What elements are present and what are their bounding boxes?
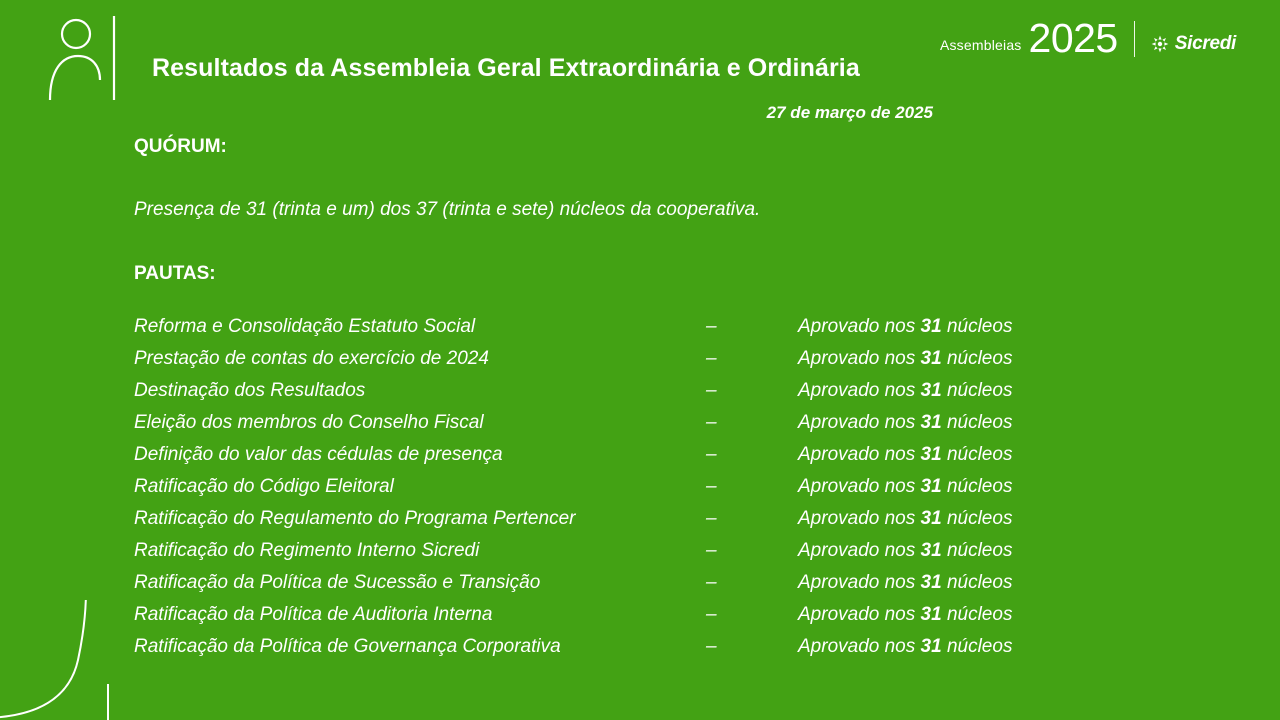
result-suffix: núcleos — [941, 603, 1013, 625]
result-prefix: Aprovado nos — [798, 507, 921, 529]
table-row — [134, 567, 1094, 599]
result-prefix: Aprovado nos — [798, 379, 921, 401]
page-date: 27 de março de 2025 — [766, 103, 933, 122]
pauta-result — [798, 631, 1094, 663]
result-count: 31 — [920, 411, 942, 433]
pauta-dash: – — [706, 347, 717, 369]
pauta-item: Prestação de contas do exercício de 2024 — [134, 347, 489, 369]
result-count: 31 — [920, 379, 942, 401]
result-count: 31 — [920, 507, 942, 529]
result-count: 31 — [920, 539, 942, 561]
pauta-dash: – — [706, 635, 717, 657]
pautas-table — [134, 311, 1094, 663]
table-row — [134, 439, 1094, 471]
result-count: 31 — [920, 315, 942, 337]
pauta-dash: – — [706, 603, 717, 625]
table-row — [134, 375, 1094, 407]
quorum-label: QUÓRUM: — [134, 136, 227, 157]
pauta-result — [798, 535, 1094, 567]
pauta-item: Ratificação do Código Eleitoral — [134, 475, 394, 497]
table-row — [134, 503, 1094, 535]
pauta-dash: – — [706, 411, 717, 433]
pauta-dash: – — [706, 379, 717, 401]
pauta-item: Ratificação da Política de Sucessão e Transição — [134, 571, 541, 593]
pauta-item: Ratificação da Política de Governança Corporativa — [134, 635, 561, 657]
table-row — [134, 343, 1094, 375]
pauta-item: Ratificação da Política de Auditoria Interna — [134, 603, 493, 625]
result-count: 31 — [920, 571, 942, 593]
result-suffix: núcleos — [941, 635, 1013, 657]
sicredi-mark-icon — [1151, 35, 1169, 53]
result-prefix: Aprovado nos — [798, 411, 921, 433]
pauta-item: Eleição dos membros do Conselho Fiscal — [134, 411, 484, 433]
result-suffix: núcleos — [941, 475, 1013, 497]
result-suffix: núcleos — [941, 315, 1013, 337]
pauta-item: Destinação dos Resultados — [134, 379, 366, 401]
table-row — [134, 407, 1094, 439]
result-prefix: Aprovado nos — [798, 635, 921, 657]
result-prefix: Aprovado nos — [798, 571, 921, 593]
brand-divider — [1134, 21, 1135, 57]
pauta-item: Definição do valor das cédulas de presença — [134, 443, 503, 465]
pauta-dash: – — [706, 507, 717, 529]
result-suffix: núcleos — [941, 347, 1013, 369]
person-outline-icon — [48, 14, 128, 102]
pauta-result — [798, 567, 1094, 599]
pautas-label: PAUTAS: — [134, 262, 216, 284]
result-suffix: núcleos — [941, 443, 1013, 465]
result-prefix: Aprovado nos — [798, 539, 921, 561]
result-prefix: Aprovado nos — [798, 475, 921, 497]
pauta-item: Reforma e Consolidação Estatuto Social — [134, 315, 476, 337]
pauta-result — [798, 407, 1094, 439]
pauta-result — [798, 599, 1094, 631]
pauta-result — [798, 311, 1094, 343]
main-content — [134, 136, 1240, 663]
table-row — [134, 471, 1094, 503]
table-row — [134, 311, 1094, 343]
result-prefix: Aprovado nos — [798, 443, 921, 465]
assembleias-year — [939, 15, 1118, 61]
result-suffix: núcleos — [941, 539, 1013, 561]
sicredi-logo — [1151, 34, 1236, 59]
pauta-dash: – — [706, 571, 717, 593]
pauta-result — [798, 503, 1094, 535]
pauta-dash: – — [706, 539, 717, 561]
assembleias-label: Assembleias — [939, 37, 1022, 53]
pauta-result — [798, 343, 1094, 375]
result-count: 31 — [920, 443, 942, 465]
result-suffix: núcleos — [941, 411, 1013, 433]
pauta-item: Ratificação do Regimento Interno Sicredi — [134, 539, 480, 561]
result-prefix: Aprovado nos — [798, 347, 921, 369]
pauta-item: Ratificação do Regulamento do Programa Pertencer — [134, 507, 576, 529]
year-label: 2025 — [1028, 15, 1118, 61]
result-count: 31 — [920, 347, 942, 369]
sicredi-wordmark: Sicredi — [1174, 33, 1236, 54]
result-count: 31 — [920, 475, 942, 497]
page-title: Resultados da Assembleia Geral Extraordinária e Ordinária — [152, 54, 860, 82]
result-suffix: núcleos — [941, 379, 1013, 401]
pauta-dash: – — [706, 315, 717, 337]
pauta-dash: – — [706, 475, 717, 497]
result-suffix: núcleos — [941, 507, 1013, 529]
table-row — [134, 599, 1094, 631]
table-row — [134, 631, 1094, 663]
result-count: 31 — [920, 635, 942, 657]
result-count: 31 — [920, 603, 942, 625]
result-suffix: núcleos — [941, 571, 1013, 593]
table-row — [134, 535, 1094, 567]
pauta-dash: – — [706, 443, 717, 465]
pauta-result — [798, 471, 1094, 503]
pauta-result — [798, 439, 1094, 471]
pauta-result — [798, 375, 1094, 407]
result-prefix: Aprovado nos — [798, 315, 921, 337]
result-prefix: Aprovado nos — [798, 603, 921, 625]
brand-block — [939, 15, 1236, 61]
quorum-text: Presença de 31 (trinta e um) dos 37 (trinta e sete) núcleos da cooperativa. — [134, 199, 761, 220]
